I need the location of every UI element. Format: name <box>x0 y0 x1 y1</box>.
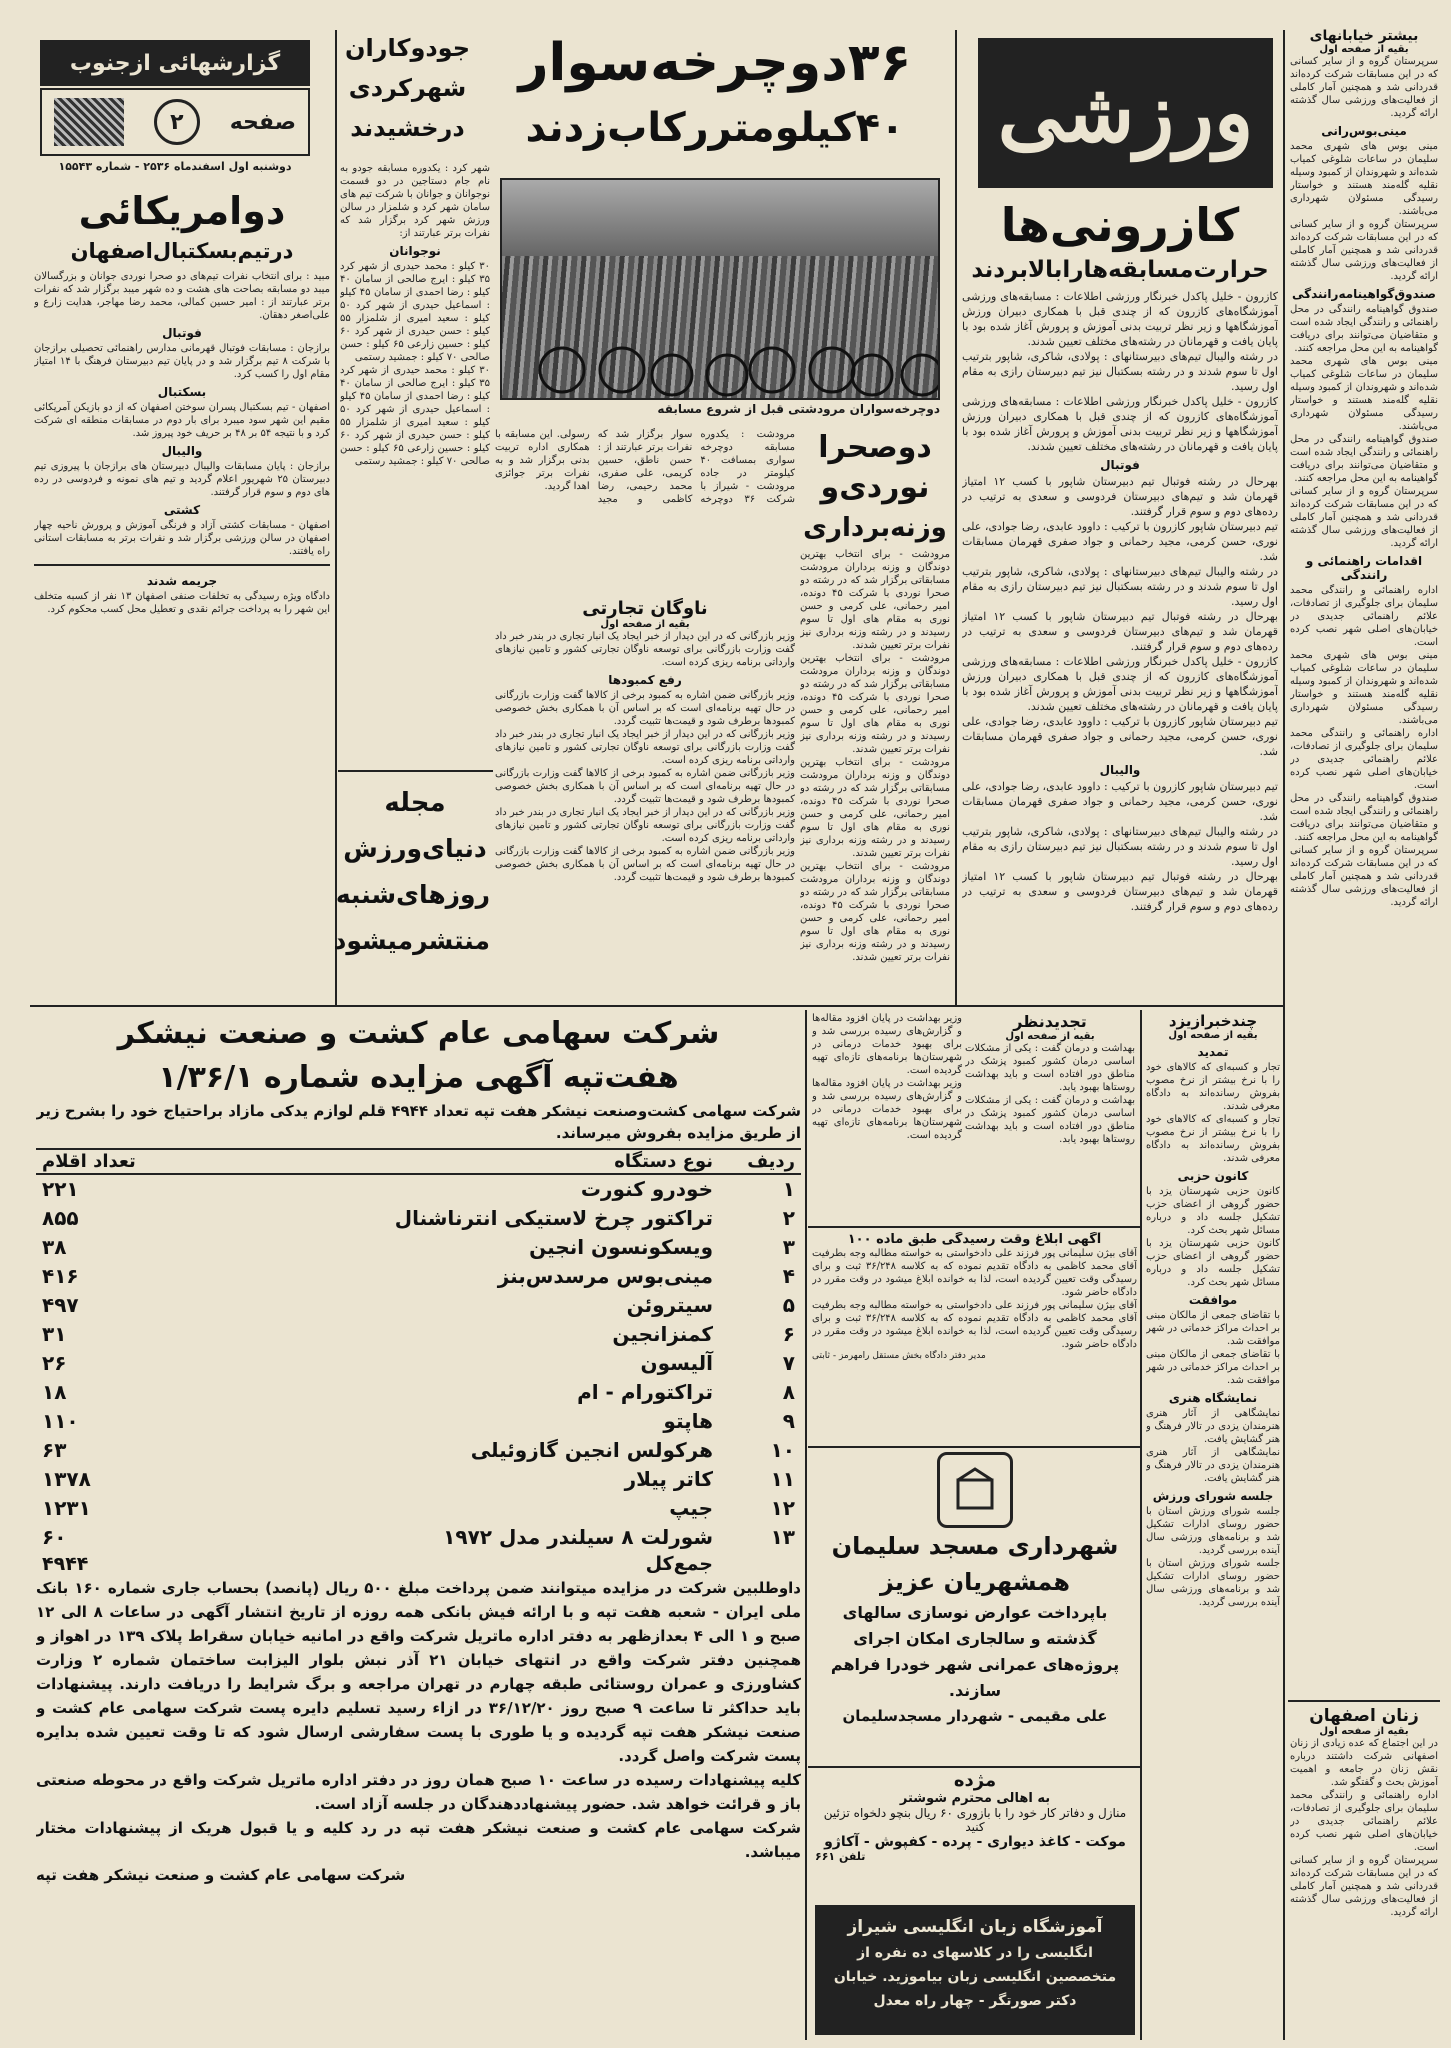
tender-rows <box>36 1174 801 1552</box>
section-rule <box>808 1766 1140 1768</box>
kazerun-subtitle: حرارت‌مسابقه‌هارابالابردند <box>971 257 1269 283</box>
section-rule <box>808 1226 1140 1228</box>
dow-amrikaei-p3: برازجان : پایان مسابقات والیبال دبیرستان های برازجان با پیروزی تیم دبیرستان ۲۵ شهریور اعلام گردید و تیم های نمونه و فردوسی در رده های دوم و سوم قرار گرفتند. <box>34 461 330 498</box>
dow-amrikaei-subtitle: درتیم‌بسکتبال‌اصفهان <box>70 239 294 263</box>
device-type: مینی‌بوس مرسدس‌بنز <box>497 1264 713 1288</box>
right-column-p3: اداره راهنمائی و رانندگی محمد سلیمان برای جلوگیری از تصادفات، علائم راهنمائی جدیدی در خیابان‌های اصلی شهر نصب کرده است. <box>1290 585 1438 648</box>
row-number: ۲ <box>782 1206 795 1230</box>
dowsahra-article <box>800 428 950 998</box>
sood-body: وزیر بهداشت در پایان افزود مقاله‌ها و گزارش‌های رسیده بررسی شد و برای بهبود خدمات درمانی در شهرستان‌ها برنامه‌های تازه‌ای تهیه گردیده است. <box>812 1013 962 1076</box>
table-row <box>36 1494 801 1523</box>
kazerun-sub-volleyball: والیبال <box>1099 763 1141 777</box>
fine-title: جریمه شدند <box>146 574 218 588</box>
right-column-p2: صندوق گواهینامه رانندگی در محل راهنمائی و رانندگی ایجاد شده است و متقاضیان می‌توانند برای دریافت گواهینامه به این محل مراجعه کنند. <box>1290 304 1438 354</box>
row-number: ۱۱ <box>770 1467 795 1491</box>
municipality-emblem-icon <box>937 1452 1013 1528</box>
tender-title: هفت‌تپه آگهی مزایده شماره ۱/۳۶/۱ <box>158 1060 679 1095</box>
table-row <box>36 1204 801 1233</box>
kazerun-sub-football: فوتبال <box>1100 458 1140 472</box>
device-type: کمنزانجین <box>612 1322 713 1346</box>
kazerun-body: کازرون - خلیل پاکدل خبرنگار ورزشی اطلاعات : مسابقه‌های ورزشی آموزشگاه‌های کازرون که از چندی قبل با همکاری دبیران ورزش آموزشگاهها و زیر نظر تربیت بدنی آموزش و پرورش آغاز شده بود با پایان یافت و قهرمانان در رشته‌های مختلف تعیین شدند. <box>962 290 1278 348</box>
chand-khabar-title: چندخبرازیزد <box>1168 1012 1258 1030</box>
navgan-body2-c: وزیر بازرگانی ضمن اشاره به کمبود برخی از کالاها گفت وزارت بازرگانی در حال تهیه برنامه‌ای است که بر اساس آن با همکاری بخش خصوصی کمبودها برطرف شود و قیمت‌ها تثبیت گردد. <box>495 768 795 805</box>
municipality-name: شهرداری مسجد سلیمان <box>831 1532 1119 1560</box>
dow-amrikaei-p4: اصفهان - مسابقات کشتی آزاد و فرنگی آموزش و پرورش ناحیه چهار اصفهان در سالن ورزشی برگزار شد و نفرات برتر به مسابقات استانی راه یافتند. <box>34 520 330 557</box>
item-count: ۳۱ <box>42 1322 67 1346</box>
right-column-p3-repeat3: صندوق گواهینامه رانندگی در محل راهنمائی و رانندگی ایجاد شده است و متقاضیان می‌توانند برای دریافت گواهینامه به این محل مراجعه کنند. <box>1290 793 1438 843</box>
item-count: ۴۹۷ <box>42 1293 79 1317</box>
chand-khabar-p3-b: با تقاضای جمعی از مالکان مبنی بر احداث مراکز خدماتی در شهر موافقت شد. <box>1146 1349 1280 1386</box>
table-row <box>36 1174 801 1204</box>
row-number: ۵ <box>782 1293 795 1317</box>
kazerun-p2: در رشته والیبال تیم‌های دبیرستانهای : پولادی، شاکری، شاپور بترتیب اول تا سوم شدند و در رشته بسکتبال نیز تیم دبیرستان رازی به مقام اول رسید. <box>962 565 1278 608</box>
table-row <box>36 1407 801 1436</box>
zanan-byline: بقیه از صفحه اول <box>1319 1726 1409 1737</box>
right-column-p2-repeat3: سرپرستان گروه و از سایر کسانی که در این مسابقات شرکت کرده‌اند قدردانی شد و همچنین آمار کاملی از فعالیت‌های ورزشی سال گذشته ارائه گردید. <box>1290 486 1438 549</box>
dow-amrikaei-title: دوامریکائی <box>78 189 286 233</box>
column-rule <box>335 30 337 1005</box>
col-row-header: ردیف <box>747 1151 795 1172</box>
right-column-p3-repeat2: اداره راهنمائی و رانندگی محمد سلیمان برای جلوگیری از تصادفات، علائم راهنمائی جدیدی در خیابان‌های اصلی شهر نصب کرده است. <box>1290 728 1438 791</box>
chand-khabar-p3: با تقاضای جمعی از مالکان مبنی بر احداث مراکز خدماتی در شهر موافقت شد. <box>1146 1310 1280 1347</box>
zanan-body: در این اجتماع که عده زیادی از زنان اصفهانی شرکت داشتند درباره نقش زنان در جامعه و اهمیت آموزش بحث و گفتگو شد. <box>1290 1738 1438 1788</box>
chand-khabar-byline: بقیه از صفحه اول <box>1168 1030 1258 1041</box>
majalle-l3: روزهای‌شنبه <box>335 880 490 909</box>
right-column-byline: بقیه از صفحه اول <box>1319 44 1409 55</box>
dow-amrikaei-sub3: والیبال <box>161 444 203 458</box>
notice-title: آگهی ابلاغ وقت رسیدگی طبق ماده ۱۰۰ <box>847 1232 1102 1247</box>
language-body: انگلیسی را در کلاسهای ده نفره از متخصصین انگلیسی زبان بیاموزید. خیابان دکتر صورتگر - چهار راه معدل <box>833 1945 1117 2009</box>
tajdid-body-b: بهداشت و درمان گفت : یکی از مشکلات اساسی درمان کشور کمبود پزشک در مناطق دور افتاده است و باید بهداشت روستاها بهبود یابد. <box>965 1095 1135 1145</box>
main-headline-line2: ۴۰کیلومتررکاب‌زدند <box>525 105 905 151</box>
total-label: جمع‌کل <box>645 1553 713 1575</box>
kazerun-p1: بهرحال در رشته فوتبال تیم دبیرستان شاپور با کسب ۱۲ امتیاز قهرمان شد و تیم‌های دبیرستان فردوسی و سعدی به ترتیب در رده‌های دوم و سوم قرار گرفتند. <box>962 475 1278 518</box>
kazerun-p3: تیم دبیرستان شاپور کازرون با ترکیب : داوود عابدی، رضا جوادی، علی نوری، حسن کرمی، مجید رحمانی و جواد صفری قهرمان مسابقات شد. <box>962 780 1278 823</box>
device-type: تراکتورام - ام <box>577 1380 713 1404</box>
device-type: هاپتو <box>663 1409 713 1433</box>
chand-khabar-p4-b: نمایشگاهی از آثار هنری هنرمندان یزدی در تالار فرهنگ و هنر گشایش یافت. <box>1146 1447 1280 1484</box>
page-number-box <box>40 88 310 156</box>
right-column-p2-repeat2: صندوق گواهینامه رانندگی در محل راهنمائی و رانندگی ایجاد شده است و متقاضیان می‌توانند برای دریافت گواهینامه به این محل مراجعه کنند. <box>1290 434 1438 484</box>
language-school-ad <box>815 1905 1135 2035</box>
tajdid-body: بهداشت و درمان گفت : یکی از مشکلات اساسی درمان کشور کمبود پزشک در مناطق دور افتاده است و باید بهداشت روستاها بهبود یابد. <box>965 1043 1135 1093</box>
navgan-body2-b: وزیر بازرگانی که در این دیدار از خبر ایجاد یک انبار تجاری در بندر خبر داد گفت وزارت بازرگانی برای توسعه ناوگان تجارتی کشور و تامین نیازهای وارداتی برنامه ریزی کرده است. <box>495 729 795 766</box>
judo-body: شهر کرد : یکدوره مسابقه جودو به نام جام دستاجین در دو قسمت نوجوانان و جوانان با شرکت تیم های سامان شهر کرد و شلمزار در سالن ورزش شهر کرد برگزار شد که نفرات برتر عبارتند از: <box>340 163 490 239</box>
mojdeh-items: موکت - کاغذ دیواری - پرده - کفپوش - آکاژو <box>824 1834 1126 1850</box>
judo-article <box>340 162 490 762</box>
mojdeh-phone: تلفن ۶۶۱ <box>815 1850 866 1863</box>
right-column-p1: مینی بوس های شهری محمد سلیمان در ساعات شلوغی کمیاب شده‌اند و شهروندان از کمبود وسیله نقلیه گله‌مند هستند و خواستار رسیدگی مسئولان شهرداری می‌باشند. <box>1290 141 1438 217</box>
table-row <box>36 1349 801 1378</box>
right-column-sub3: اقدامات راهنمائی و رانندگی <box>1305 554 1423 582</box>
kazerun-p1-b: تیم دبیرستان شاپور کازرون با ترکیب : داوود عابدی، رضا جوادی، علی نوری، حسن کرمی، مجید رحمانی و جواد صفری قهرمان مسابقات شد. <box>962 520 1278 563</box>
main-headline <box>480 28 950 173</box>
region-map-icon <box>54 98 124 146</box>
item-count: ۱۸ <box>42 1380 67 1404</box>
tajdid-article <box>965 1012 1135 1222</box>
row-number: ۴ <box>782 1264 795 1288</box>
row-number: ۱۳ <box>770 1525 795 1549</box>
kazerun-p3-c: بهرحال در رشته فوتبال تیم دبیرستان شاپور با کسب ۱۲ امتیاز قهرمان شد و تیم‌های دبیرستان فردوسی و سعدی به ترتیب در رده‌های دوم و سوم قرار گرفتند. <box>962 870 1278 913</box>
navgan-article <box>495 598 795 998</box>
mojdeh-ad <box>815 1770 1135 1900</box>
zanan-article <box>1290 1706 1438 2036</box>
tender-body3: شرکت سهامی عام کشت و صنعت نیشکر هفت تپه در رد کلیه و یا قبول هریک از پیشنهادات مختار میباشد. <box>36 1819 801 1861</box>
dowsahra-body-b: مرودشت - برای انتخاب بهترین دوندگان و وزنه برداران مرودشت مسابقاتی برگزار شد که در رشته دو صحرا نوردی با شرکت ۴۵ دونده، امیر رحمانی، علی کرمی و حسن نوری به مقام های اول تا سوم رسیدند و در رشته وزنه برداری نیز نفرات برتر تعیین شدند. <box>800 653 950 755</box>
navgan-sub: رفع کمبودها <box>608 673 682 687</box>
page-label: صفحه <box>229 109 296 135</box>
row-number: ۸ <box>782 1380 795 1404</box>
zanan-body-repeat: اداره راهنمائی و رانندگی محمد سلیمان برای جلوگیری از تصادفات، علائم راهنمائی جدیدی در خیابان‌های اصلی شهر نصب کرده است. <box>1290 1790 1438 1853</box>
zanan-title: زنان اصفهان <box>1309 1706 1419 1726</box>
kazerun-p2-d: تیم دبیرستان شاپور کازرون با ترکیب : داوود عابدی، رضا جوادی، علی نوری، حسن کرمی، مجید رحمانی و جواد صفری قهرمان مسابقات شد. <box>962 715 1278 758</box>
judo-results-2: ۳۰ کیلو : محمد حیدری از شهر کرد ۳۵ کیلو : ایرج صالحی از سامان ۴۰ کیلو : رضا احمدی از سامان ۴۵ کیلو : اسماعیل حیدری از شهر کرد ۵۰ کیلو : سعید امیری از شلمزار ۵۵ کیلو : حسن حیدری از شهر کرد ۶۰ کیلو : حسین زارعی ۶۵ کیلو : حسن صالحی ۷۰ کیلو : جمشید رستمی <box>340 365 490 467</box>
item-count: ۱۲۳۱ <box>42 1496 91 1520</box>
zanan-body-repeat2: سرپرستان گروه و از سایر کسانی که در این مسابقات شرکت کرده‌اند قدردانی شد و همچنین آمار کاملی از فعالیت‌های ورزشی سال گذشته ارائه گردید. <box>1290 1855 1438 1918</box>
item-count: ۱۳۷۸ <box>42 1467 91 1491</box>
notice-signature: مدیر دفتر دادگاه بخش مستقل رامهرمز - ثابتی <box>812 1351 986 1361</box>
right-column-sub2: صندوق‌گواهینامه‌رانندگی <box>1291 287 1437 301</box>
chand-khabar-sub5: جلسه شورای ورزش <box>1152 1489 1274 1503</box>
right-column-p2-repeat: مینی بوس های شهری محمد سلیمان در ساعات شلوغی کمیاب شده‌اند و شهروندان از کمبود وسیله نقلیه گله‌مند هستند و خواستار رسیدگی مسئولان شهرداری می‌باشند. <box>1290 356 1438 432</box>
section-rule <box>30 1005 1285 1007</box>
kazerun-p2-b: بهرحال در رشته فوتبال تیم دبیرستان شاپور با کسب ۱۲ امتیاز قهرمان شد و تیم‌های دبیرستان فردوسی و سعدی به ترتیب در رده‌های دوم و سوم قرار گرفتند. <box>962 610 1278 653</box>
right-column <box>1290 28 1438 1698</box>
item-count: ۳۸ <box>42 1235 67 1259</box>
notice-body-b: آقای بیژن سلیمانی پور فرزند علی دادخواستی به خواسته مطالبه وجه بطرفیت آقای محمد کاظمی به دادگاه تقدیم نموده که به کلاسه ۳۶/۲۴۸ ثبت و برای رسیدگی وقت تعیین گردیده است، لذا به خوانده ابلاغ میشود در وقت مقرر در دادگاه حاضر شود. <box>812 1300 1137 1350</box>
col-type-header: نوع دستگاه <box>614 1151 713 1172</box>
notice-body: آقای بیژن سلیمانی پور فرزند علی دادخواستی به خواسته مطالبه وجه بطرفیت آقای محمد کاظمی به دادگاه تقدیم نموده که به کلاسه ۳۶/۲۴۸ ثبت و برای رسیدگی وقت تعیین گردیده است، لذا به خوانده ابلاغ میشود در وقت مقرر در دادگاه حاضر شود. <box>812 1248 1137 1298</box>
item-count: ۶۰ <box>42 1525 67 1549</box>
photo-caption: دوچرخه‌سواران مرودشتی قبل از شروع مسابقه <box>657 402 940 416</box>
row-number: ۱ <box>782 1177 795 1201</box>
municipality-greeting: همشهریان عزیز <box>879 1568 1071 1596</box>
tender-body: داوطلبین شرکت در مزایده میتوانند ضمن پرداخت مبلغ ۵۰۰ ریال (پانصد) بحساب جاری شماره ۱۶۰ بانک ملی ایران - شعبه هفت تپه و با ارائه فیش بانکی همه روزه از تاریخ انتشار آگهی در ساعات ۸ الی ۱۲ صبح و ۱ الی ۴ بعدازظهر به دفتر اداره ماتریل شرکت واقع در امانیه خیابان سقراط پلاک ۱۳۹ در اهواز و همچنین دفتر شرکت واقع در انتهای خیابان ۲۱ آذر نبش بلوار الیزابت ساختمان شماره ۲ وزارت کشاورزی و عمران روستائی طبقه چهارم در تهران مراجعه و برگ شرایط را دریافت دارند. پیشنهادات باید حداکثر تا ساعت ۹ صبح روز ۳۶/۱۲/۲۰ در ازاء رسید تسلیم دایره پست شرکت سهامی عام کشت و صنعت نیشکر هفت تپه گردیده و یا طوری با پست سفارشی ارسال شود که تا وقت تعیین شده بدایره پست شرکت واصل گردد. <box>36 1579 801 1765</box>
chand-khabar-p2-b: کانون حزبی شهرستان یزد با حضور گروهی از اعضای حزب تشکیل جلسه داد و درباره مسائل شهر بحث کرد. <box>1146 1238 1280 1288</box>
total-count: ۴۹۴۴ <box>42 1553 89 1575</box>
table-row <box>36 1291 801 1320</box>
chand-khabar-sub2: کانون حزبی <box>1177 1169 1249 1183</box>
report-banner <box>40 40 310 86</box>
section-rule <box>338 770 493 772</box>
column-rule <box>955 30 957 1005</box>
chand-khabar-p5: جلسه شورای ورزش استان با حضور روسای ادارات تشکیل شد و برنامه‌های ورزشی سال آینده بررسی گردید. <box>1146 1506 1280 1556</box>
emblem-graphic <box>950 1465 1000 1515</box>
table-row <box>36 1436 801 1465</box>
right-column-p1-repeat: سرپرستان گروه و از سایر کسانی که در این مسابقات شرکت کرده‌اند قدردانی شد و همچنین آمار کاملی از فعالیت‌های ورزشی سال گذشته ارائه گردید. <box>1290 219 1438 282</box>
right-column-title: بیشتر خیابانهای <box>1309 28 1419 44</box>
dowsahra-body-c: مرودشت - برای انتخاب بهترین دوندگان و وزنه برداران مرودشت مسابقاتی برگزار شد که در رشته دو صحرا نوردی با شرکت ۴۵ دونده، امیر رحمانی، علی کرمی و حسن نوری به مقام های اول تا سوم رسیدند و در رشته وزنه برداری نیز نفرات برتر تعیین شدند. <box>800 757 950 859</box>
table-row <box>36 1320 801 1349</box>
notice-article <box>812 1232 1137 1442</box>
tender-body2: کلیه پیشنهادات رسیده در ساعت ۱۰ صبح همان روز در دفتر اداره ماتریل شرکت واقع در محوطه صنعتی باز و قرائت خواهد شد. حضور پیشنهاددهندگان در جلسه آزاد است. <box>36 1771 801 1813</box>
dow-amrikaei-sub2: بسکتبال <box>157 385 207 399</box>
navgan-byline: بقیه از صفحه اول <box>600 619 690 630</box>
sood-article <box>812 1012 962 1222</box>
right-column-p3-repeat: مینی بوس های شهری محمد سلیمان در ساعات شلوغی کمیاب شده‌اند و شهروندان از کمبود وسیله نقلیه گله‌مند هستند و خواستار رسیدگی مسئولان شهرداری می‌باشند. <box>1290 650 1438 726</box>
navgan-body2-e: وزیر بازرگانی ضمن اشاره به کمبود برخی از کالاها گفت وزارت بازرگانی در حال تهیه برنامه‌ای است که بر اساس آن با همکاری بخش خصوصی کمبودها برطرف شود و قیمت‌ها تثبیت گردد. <box>495 846 795 883</box>
table-row <box>36 1378 801 1407</box>
tender-company: شرکت سهامی عام کشت و صنعت نیشکر <box>117 1016 720 1051</box>
column-rule <box>1283 30 1285 2040</box>
tender-intro: شرکت سهامی کشت‌وصنعت نیشکر هفت تپه تعداد ۴۹۴۴ قلم لوازم یدکی مازاد براحتیاج خود را بشرح زیر از طریق مزایده بفروش میرساند. <box>36 1100 801 1150</box>
kazerun-body-2: در رشته والیبال تیم‌های دبیرستانهای : پولادی، شاکری، شاپور بترتیب اول تا سوم شدند و در رشته بسکتبال نیز تیم دبیرستان رازی به مقام اول رسید. <box>962 350 1278 393</box>
dow-amrikaei-sub4: کشتی <box>163 503 201 517</box>
judo-results: ۳۰ کیلو : محمد حیدری از شهر کرد ۳۵ کیلو : ایرج صالحی از سامان ۴۰ کیلو : رضا احمدی از سامان ۴۵ کیلو : اسماعیل حیدری از شهر کرد ۵۰ کیلو : سعید امیری از شلمزار ۵۵ کیلو : حسن حیدری از شهر کرد ۶۰ کیلو : حسین زارعی ۶۵ کیلو : حسن صالحی ۷۰ کیلو : جمشید رستمی <box>340 261 490 363</box>
chand-khabar-sub3: موافقت <box>1188 1293 1238 1307</box>
row-number: ۱۰ <box>770 1438 795 1462</box>
municipality-body: باپرداخت عوارض نوسازی سالهای گذشته و سالجاری امکان اجرای پروژه‌های عمرانی شهر خودرا فراهم سازند. <box>830 1603 1120 1700</box>
mojdeh-body2: منازل و دفاتر کار خود را با بازوری ۶۰ ریال بنچو دلخواه تزئین کنید <box>823 1806 1127 1834</box>
dowsahra-l1: دوصحرا <box>818 430 932 465</box>
row-number: ۱۲ <box>770 1496 795 1520</box>
judo-title-l3: درخشیدند <box>350 114 465 142</box>
kazerun-p3-b: در رشته والیبال تیم‌های دبیرستانهای : پولادی، شاکری، شاپور بترتیب اول تا سوم شدند و در رشته بسکتبال نیز تیم دبیرستان رازی به مقام اول رسید. <box>962 825 1278 868</box>
bike-article-body: مرودشت : یکدوره مسابقه دوچرخه سواری بمسافت ۴۰ کیلومتر در جاده مرودشت - شیراز با شرکت ۳۶ دوچرخه سوار برگزار شد که نفرات برتر عبارتند از : حسن ناطق، حسین کریمی، علی صفری، محمد رحیمی، رضا کاظمی و مجید رسولی. این مسابقه با همکاری اداره تربیت بدنی برگزار شد و به نفرات برتر جوائزی اهدا گردید. <box>495 429 795 505</box>
fine-body: دادگاه ویژه رسیدگی به تخلفات صنفی اصفهان ۱۳ نفر از کسبه متخلف این شهر را به پرداخت جرائم نقدی و تعطیل محل کسب محکوم کرد. <box>34 591 330 615</box>
chand-khabar-sub1: تمدید <box>1197 1045 1229 1059</box>
majalle-l1: مجله <box>384 788 446 818</box>
language-title: آموزشگاه زبان انگلیسی شیراز <box>847 1917 1103 1937</box>
device-type: سیتروئن <box>626 1293 713 1317</box>
device-type: کاتر پیلار <box>624 1467 713 1491</box>
device-type: آلیسون <box>640 1351 713 1375</box>
dowsahra-l2: نوردی‌و <box>820 470 930 505</box>
section-rule <box>1288 1700 1440 1702</box>
date-issue: دوشنبه اول اسفندماه ۲۵۳۶ - شماره ۱۵۵۴۳ <box>58 160 292 173</box>
page-number: ۲ <box>154 99 200 145</box>
item-count: ۸۵۵ <box>42 1206 79 1230</box>
row-number: ۹ <box>782 1409 795 1433</box>
navgan-body: وزیر بازرگانی که در این دیدار از خبر ایجاد یک انبار تجاری در بندر خبر داد گفت وزارت بازرگانی برای توسعه ناوگان تجارتی کشور و تامین نیازهای وارداتی برنامه ریزی کرده است. <box>495 631 795 668</box>
masthead-logo <box>978 38 1273 188</box>
table-row <box>36 1233 801 1262</box>
row-number: ۷ <box>782 1351 795 1375</box>
kazerun-title: کازرونی‌ها <box>1000 198 1240 252</box>
main-headline-line1: ۳۶دوچرخه‌سوار <box>518 33 912 93</box>
device-type: تراکتور چرخ لاستیکی انترناشنال <box>394 1206 713 1230</box>
row-number: ۶ <box>782 1322 795 1346</box>
majalle-l4: منتشرمیشود <box>333 926 490 955</box>
municipality-ad <box>815 1452 1135 1762</box>
chand-khabar-p2: کانون حزبی شهرستان یزد با حضور گروهی از اعضای حزب تشکیل جلسه داد و درباره مسائل شهر بحث کرد. <box>1146 1186 1280 1236</box>
municipality-sign: علی مقیمی - شهردار مسجدسلیمان <box>842 1707 1108 1725</box>
navgan-body2: وزیر بازرگانی ضمن اشاره به کمبود برخی از کالاها گفت وزارت بازرگانی در حال تهیه برنامه‌ای است که بر اساس آن با همکاری بخش خصوصی کمبودها برطرف شود و قیمت‌ها تثبیت گردد. <box>495 690 795 727</box>
dowsahra-body-d: مرودشت - برای انتخاب بهترین دوندگان و وزنه برداران مرودشت مسابقاتی برگزار شد که در رشته دو صحرا نوردی با شرکت ۴۵ دونده، امیر رحمانی، علی کرمی و حسن نوری به مقام های اول تا سوم رسیدند و در رشته وزنه برداری نیز نفرات برتر تعیین شدند. <box>800 861 950 963</box>
chand-khabar-p5-b: جلسه شورای ورزش استان با حضور روسای ادارات تشکیل شد و برنامه‌های ورزشی سال آینده بررسی گردید. <box>1146 1558 1280 1608</box>
device-type: ویسکونسون انجین <box>529 1235 713 1259</box>
column-rule <box>1140 1010 1142 2040</box>
dow-amrikaei-p1: برازجان : مسابقات فوتبال قهرمانی مدارس راهنمائی تحصیلی برازجان با شرکت ۸ تیم برگزار شد و در پایان تیم دبیرستان فرهنگ با ۱۴ امتیاز مقام اول را کسب کرد. <box>34 343 330 380</box>
device-type: خودرو کنورت <box>580 1177 713 1201</box>
dow-amrikaei-sub1: فوتبال <box>162 326 202 340</box>
right-column-body: سرپرستان گروه و از سایر کسانی که در این مسابقات شرکت کرده‌اند قدردانی شد و همچنین آمار کاملی از فعالیت‌های ورزشی سال گذشته ارائه گردید. <box>1290 56 1438 119</box>
mojdeh-title: مژده <box>953 1770 997 1791</box>
bike-article <box>495 428 795 593</box>
navgan-body2-d: وزیر بازرگانی که در این دیدار از خبر ایجاد یک انبار تجاری در بندر خبر داد گفت وزارت بازرگانی برای توسعه ناوگان تجارتی کشور و تامین نیازهای وارداتی برنامه ریزی کرده است. <box>495 807 795 844</box>
judo-headline <box>340 28 475 158</box>
dow-amrikaei-article <box>34 186 330 996</box>
report-banner-text: گزارشهائی ازجنوب <box>69 50 281 76</box>
chand-khabar-sub4: نمایشگاه هنری <box>1168 1391 1258 1405</box>
sood-body-b: وزیر بهداشت در پایان افزود مقاله‌ها و گزارش‌های رسیده بررسی شد و برای بهبود خدمات درمانی در شهرستان‌ها برنامه‌های تازه‌ای تهیه گردیده است. <box>812 1078 962 1141</box>
chand-khabar-p1-b: تجار و کسبه‌ای که کالاهای خود را با نرخ بیشتر از نرخ مصوب بفروش رسانده‌اند به دادگاه معرفی شدند. <box>1146 1114 1280 1164</box>
item-count: ۲۲۱ <box>42 1177 79 1201</box>
cyclists-photo <box>500 178 940 400</box>
chand-khabar-p1: تجار و کسبه‌ای که کالاهای خود را با نرخ بیشتر از نرخ مصوب بفروش رسانده‌اند به دادگاه معرفی شدند. <box>1146 1062 1280 1112</box>
item-count: ۲۶ <box>42 1351 67 1375</box>
table-row <box>36 1523 801 1552</box>
kazerun-article <box>962 195 1278 1000</box>
device-type: جیپ <box>669 1496 713 1520</box>
col-count-header: تعداد اقلام <box>42 1151 136 1172</box>
tajdid-byline: بقیه از صفحه اول <box>1005 1031 1095 1042</box>
tender-table <box>36 1150 801 1576</box>
table-row <box>36 1465 801 1494</box>
tajdid-title: تجدیدنظر <box>1013 1012 1087 1031</box>
tender-sign: شرکت سهامی عام کشت و صنعت نیشکر هفت تپه <box>36 1866 406 1884</box>
section-rule <box>808 1446 1140 1448</box>
device-type: هرکولس انجین گازوئیلی <box>470 1438 713 1462</box>
dowsahra-l3: وزنه‌برداری <box>803 513 947 543</box>
right-column-p3-repeat4: سرپرستان گروه و از سایر کسانی که در این مسابقات شرکت کرده‌اند قدردانی شد و همچنین آمار کاملی از فعالیت‌های ورزشی سال گذشته ارائه گردید. <box>1290 845 1438 908</box>
chand-khabar-article <box>1146 1012 1280 2032</box>
right-column-sub1: مینی‌بوس‌رانی <box>1321 124 1407 138</box>
row-number: ۳ <box>782 1235 795 1259</box>
device-type: شورلت ۸ سیلندر مدل ۱۹۷۲ <box>443 1525 713 1549</box>
column-rule <box>805 1010 807 2040</box>
judo-title-l2: شهرکردی <box>348 74 467 102</box>
bicycles-graphic <box>502 180 940 400</box>
item-count: ۶۳ <box>42 1438 67 1462</box>
item-count: ۴۱۶ <box>42 1264 79 1288</box>
dowsahra-body: مرودشت - برای انتخاب بهترین دوندگان و وزنه برداران مرودشت مسابقاتی برگزار شد که در رشته دو صحرا نوردی با شرکت ۴۵ دونده، امیر رحمانی، علی کرمی و حسن نوری به مقام های اول تا سوم رسیدند و در رشته وزنه برداری نیز نفرات برتر تعیین شدند. <box>800 549 950 651</box>
table-row <box>36 1262 801 1291</box>
mojdeh-body: به اهالی محترم شوشتر <box>899 1791 1051 1806</box>
kazerun-p2-c: کازرون - خلیل پاکدل خبرنگار ورزشی اطلاعات : مسابقه‌های ورزشی آموزشگاه‌های کازرون که از چندی قبل با همکاری دبیران ورزش آموزشگاهها و زیر نظر تربیت بدنی آموزش و پرورش آغاز شده بود با پایان یافت و قهرمانان در رشته‌های مختلف تعیین شدند. <box>962 655 1278 713</box>
dow-amrikaei-p2: اصفهان - تیم بسکتبال پسران سوختن اصفهان که از دو بازیکن آمریکائی مقیم این شهر سود میبرد برای بار دوم در مسابقات منطقه ای شرکت کرد و با نتیجه ۵۴ بر ۴۸ بر حریف خود پیروز شد. <box>34 402 330 439</box>
judo-sub: نوجوانان <box>389 244 441 258</box>
chand-khabar-p4: نمایشگاهی از آثار هنری هنرمندان یزدی در تالار فرهنگ و هنر گشایش یافت. <box>1146 1408 1280 1445</box>
item-count: ۱۱۰ <box>42 1409 79 1433</box>
kazerun-body-3: کازرون - خلیل پاکدل خبرنگار ورزشی اطلاعات : مسابقه‌های ورزشی آموزشگاه‌های کازرون که از چندی قبل با همکاری دبیران ورزش آموزشگاهها و زیر نظر تربیت بدنی آموزش و پرورش آغاز شده بود با پایان یافت و قهرمانان در رشته‌های مختلف تعیین شدند. <box>962 395 1278 453</box>
tender-ad <box>36 1012 801 2037</box>
judo-title-l1: جودوکاران <box>344 34 471 62</box>
majalle-l2: دنیای‌ورزش <box>343 834 487 863</box>
dow-amrikaei-body: مبید : برای انتخاب نفرات تیم‌های دو صحرا نوردی جوانان و بزرگسالان میبد دو مسابقه بصاحت های هشت و ده شهر میبد برگزار شد که نفرات برتر عبارتند از : امیر حسین کمالی، محمد رضا مهاجر، هدایت زارع و علی‌اصغر دهقان. <box>34 271 330 321</box>
majalle-box <box>333 780 490 995</box>
masthead-title: ورزشی <box>997 65 1254 161</box>
navgan-title: ناوگان تجارتی <box>582 598 708 619</box>
